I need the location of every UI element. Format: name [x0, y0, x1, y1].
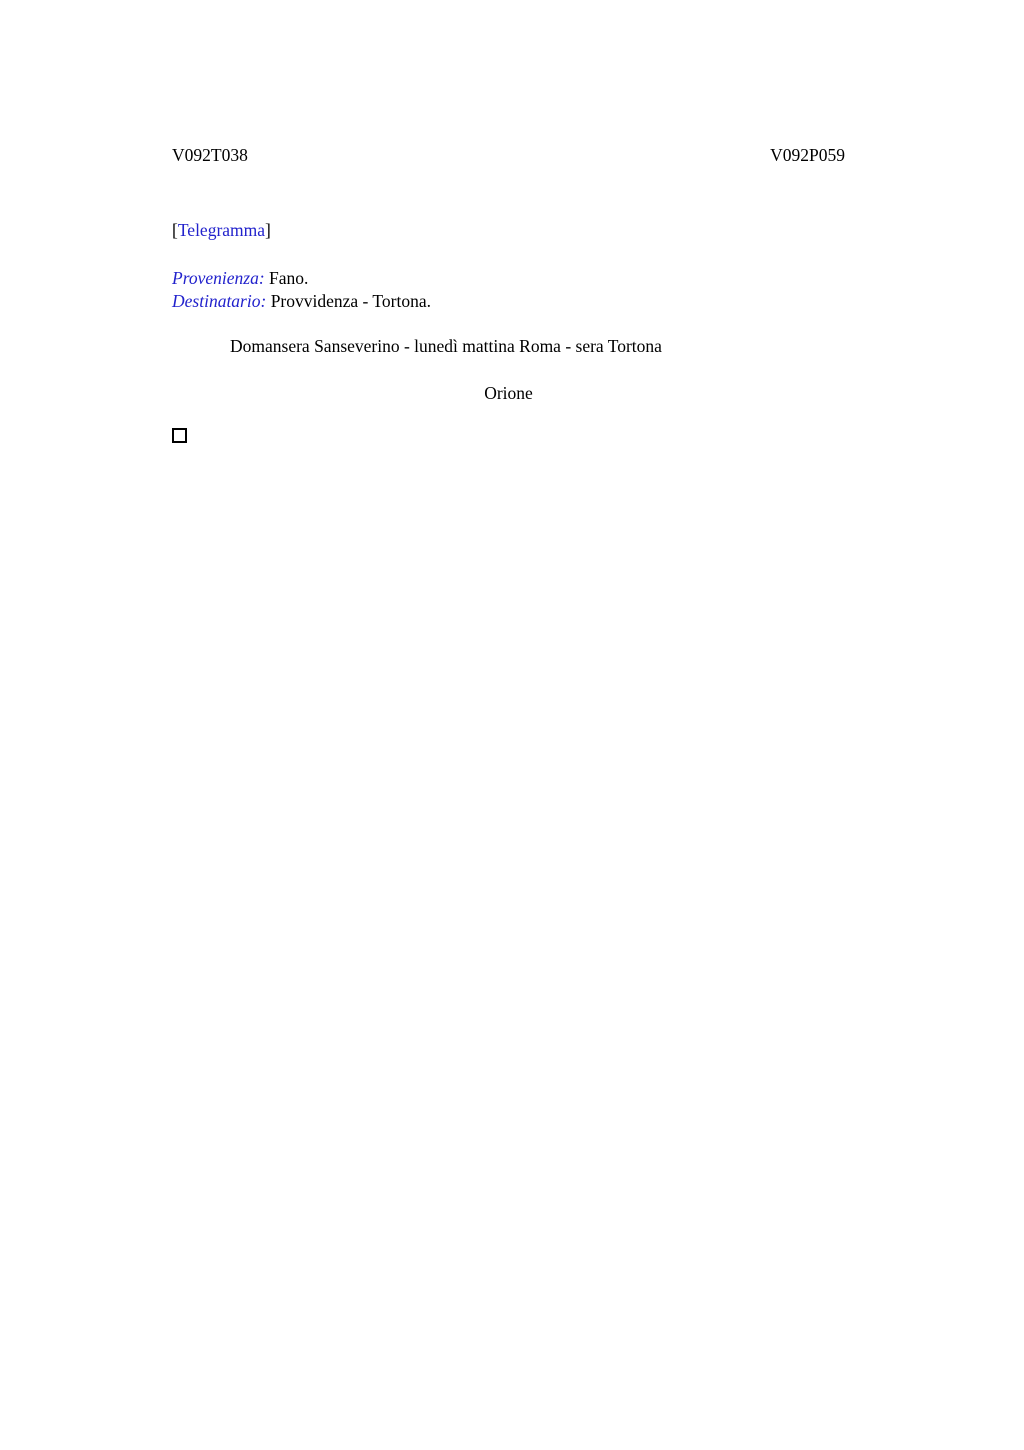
square-glyph-row	[172, 426, 845, 449]
field-destinatario	[172, 290, 845, 313]
field-provenienza-value: Fano.	[269, 268, 309, 288]
signature: Orione	[484, 383, 533, 403]
telegram-body-text: Domansera Sanseverino - lunedì mattina Roma - sera Tortona	[230, 336, 662, 356]
field-provenienza-label: Provenienza:	[172, 268, 265, 288]
doc-code-left: V092T038	[172, 145, 248, 165]
document-type-line	[172, 219, 845, 242]
empty-square-glyph	[172, 428, 187, 443]
document-type-open-bracket: [	[172, 220, 178, 240]
document-content	[172, 144, 845, 449]
metadata-fields	[172, 267, 845, 313]
header-row	[172, 144, 845, 167]
document-type-label: Telegramma	[177, 220, 266, 240]
field-destinatario-label: Destinatario:	[172, 291, 267, 311]
document-type-close-bracket: ]	[265, 220, 271, 240]
field-destinatario-value: Provvidenza - Tortona.	[270, 291, 431, 311]
doc-code-right: V092P059	[770, 145, 845, 165]
field-provenienza	[172, 267, 845, 290]
